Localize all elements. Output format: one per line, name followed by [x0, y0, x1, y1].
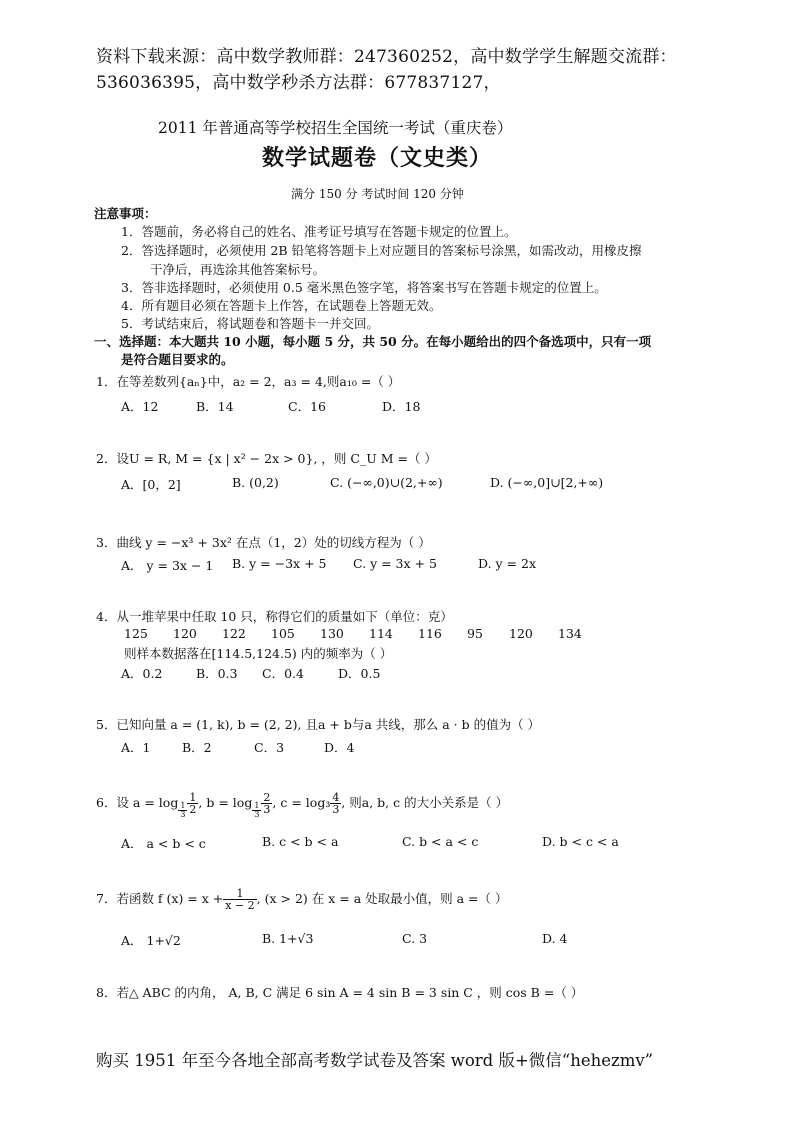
- notice-item-3: 3．答非选择题时，必须使用 0.5 毫米黑色签字笔，将答案书写在答题卡规定的位置上。: [121, 280, 607, 295]
- fraction-1: $\frac{1}{2}$: [189, 791, 197, 816]
- question-2-option-d: D. (−∞,0]∪[2,+∞): [490, 475, 604, 490]
- notice-item-2-cont: 干净后，再选涂其他答案标号。: [150, 262, 326, 277]
- question-3-option-b: B. y = −3x + 5: [232, 556, 327, 571]
- banner-line-1: 资料下载来源：高中数学教师群：247360252，高中数学学生解题交流群：: [96, 47, 677, 67]
- question-6-part-d: , 则a, b, c 的大小关系是（ ）: [341, 795, 509, 810]
- question-4-stem-2: 则样本数据落在[114.5,124.5) 内的频率为（ ）: [124, 646, 393, 661]
- question-6-part-b: , b = log: [198, 795, 253, 810]
- question-3-option-a: A． y = 3x − 1: [121, 558, 214, 573]
- paper-title: 数学试题卷（文史类）: [262, 145, 493, 171]
- question-4-data-6: 116: [418, 626, 442, 641]
- fraction-2: $\frac{2}{3}$: [263, 791, 271, 816]
- notice-heading: 注意事项：: [94, 206, 157, 221]
- fraction-q7: $\frac{1}{x - 2}$: [225, 887, 255, 912]
- fraction-3: $\frac{4}{3}$: [332, 791, 340, 816]
- question-4-option-c: C．0.4: [262, 666, 304, 681]
- notice-item-2: 2．答选择题时，必须使用 2B 铅笔将答题卡上对应题目的答案标号涂黑，如需改动，用橡皮擦: [121, 243, 642, 258]
- question-4-data-9: 134: [558, 626, 582, 641]
- question-1-option-b: B．14: [196, 399, 234, 414]
- question-4-data-1: 120: [173, 626, 197, 641]
- log-base-fraction-2: $\frac{1}{3}$: [254, 801, 260, 819]
- question-1-option-c: C．16: [288, 399, 326, 414]
- section-heading-cont: 是符合题目要求的。: [121, 352, 234, 367]
- question-6-option-b: B. c < b < a: [262, 834, 339, 849]
- question-7-stem: [96, 888, 507, 911]
- notice-item-5: 5．考试结束后，将试题卷和答题卡一并交回。: [121, 316, 379, 331]
- question-6-option-a: A． a < b < c: [121, 836, 206, 851]
- question-1-option-a: A．12: [121, 399, 159, 414]
- question-5-option-a: A．1: [121, 740, 151, 755]
- question-3-option-c: C. y = 3x + 5: [353, 556, 437, 571]
- score-time: 满分 150 分 考试时间 120 分钟: [291, 187, 464, 201]
- question-5-option-b: B．2: [182, 740, 212, 755]
- question-2-option-b: B. (0,2): [232, 475, 279, 490]
- question-3-option-d: D. y = 2x: [478, 556, 537, 571]
- question-7-option-d: D. 4: [542, 931, 568, 946]
- question-4-data-3: 105: [271, 626, 295, 641]
- question-6-part-c: , c = log₃: [272, 795, 331, 810]
- question-6-stem: [96, 792, 508, 819]
- question-2-option-c: C. (−∞,0)∪(2,+∞): [330, 475, 443, 490]
- question-6-option-c: C. b < a < c: [402, 834, 479, 849]
- footer-ad: 购买 1951 年至今各地全部高考数学试卷及答案 word 版+微信“hehezmv”: [96, 1051, 654, 1070]
- question-7-part-a: 7．若函数 f (x) = x +: [96, 891, 224, 906]
- notice-item-4: 4．所有题目必须在答题卡上作答，在试题卷上答题无效。: [121, 298, 442, 313]
- question-5-stem: 5．已知向量 a = (1, k), b = (2, 2), 且a + b与a 共线，那么 a · b 的值为（ ）: [96, 717, 541, 732]
- question-7-option-a: A． 1+√2: [121, 933, 181, 948]
- question-1-option-d: D．18: [382, 399, 421, 414]
- question-4-option-b: B．0.3: [196, 666, 238, 681]
- question-4-option-d: D．0.5: [338, 666, 381, 681]
- question-7-option-c: C. 3: [402, 931, 428, 946]
- notice-item-1: 1．答题前，务必将自己的姓名、准考证号填写在答题卡规定的位置上。: [121, 224, 517, 239]
- question-4-data-7: 95: [467, 626, 483, 641]
- banner-line-2: 536036395，高中数学秒杀方法群：677837127，: [96, 73, 501, 93]
- question-5-option-c: C．3: [254, 740, 285, 755]
- question-4-data-8: 120: [509, 626, 533, 641]
- question-4-data-5: 114: [369, 626, 393, 641]
- question-2-option-a: A．[0，2]: [121, 477, 181, 492]
- question-2-stem: 2．设U = R, M = {x | x² − 2x > 0}, ，则 C_U M =（ ）: [96, 451, 437, 466]
- question-7-part-b: , (x > 2) 在 x = a 处取最小值，则 a =（ ）: [256, 891, 508, 906]
- section-heading: 一、选择题：本大题共 10 小题，每小题 5 分，共 50 分。在每小题给出的四个备选项中，只有一项: [94, 334, 652, 349]
- question-5-option-d: D．4: [324, 740, 355, 755]
- question-4-data-2: 122: [222, 626, 246, 641]
- question-1-stem: 1．在等差数列{aₙ}中，a₂ = 2，a₃ = 4,则a₁₀ =（ ）: [96, 374, 401, 389]
- question-4-data-4: 130: [320, 626, 344, 641]
- question-4-option-a: A．0.2: [121, 666, 163, 681]
- question-6-part-a: 6．设 a = log: [96, 795, 179, 810]
- question-8-stem: 8．若△ ABC 的内角， A, B, C 满足 6 sin A = 4 sin B = 3 sin C ，则 cos B =（ ）: [96, 985, 584, 1000]
- log-base-fraction-1: $\frac{1}{3}$: [180, 801, 186, 819]
- question-4-stem: 4．从一堆苹果中任取 10 只，称得它们的质量如下（单位：克）: [96, 609, 453, 624]
- question-4-data-0: 125: [124, 626, 148, 641]
- question-6-option-d: D. b < c < a: [542, 834, 619, 849]
- question-7-option-b: B. 1+√3: [262, 931, 314, 946]
- question-3-stem: 3．曲线 y = −x³ + 3x² 在点（1，2）处的切线方程为（ ）: [96, 535, 431, 550]
- exam-title: 2011 年普通高等学校招生全国统一考试（重庆卷）: [158, 119, 513, 137]
